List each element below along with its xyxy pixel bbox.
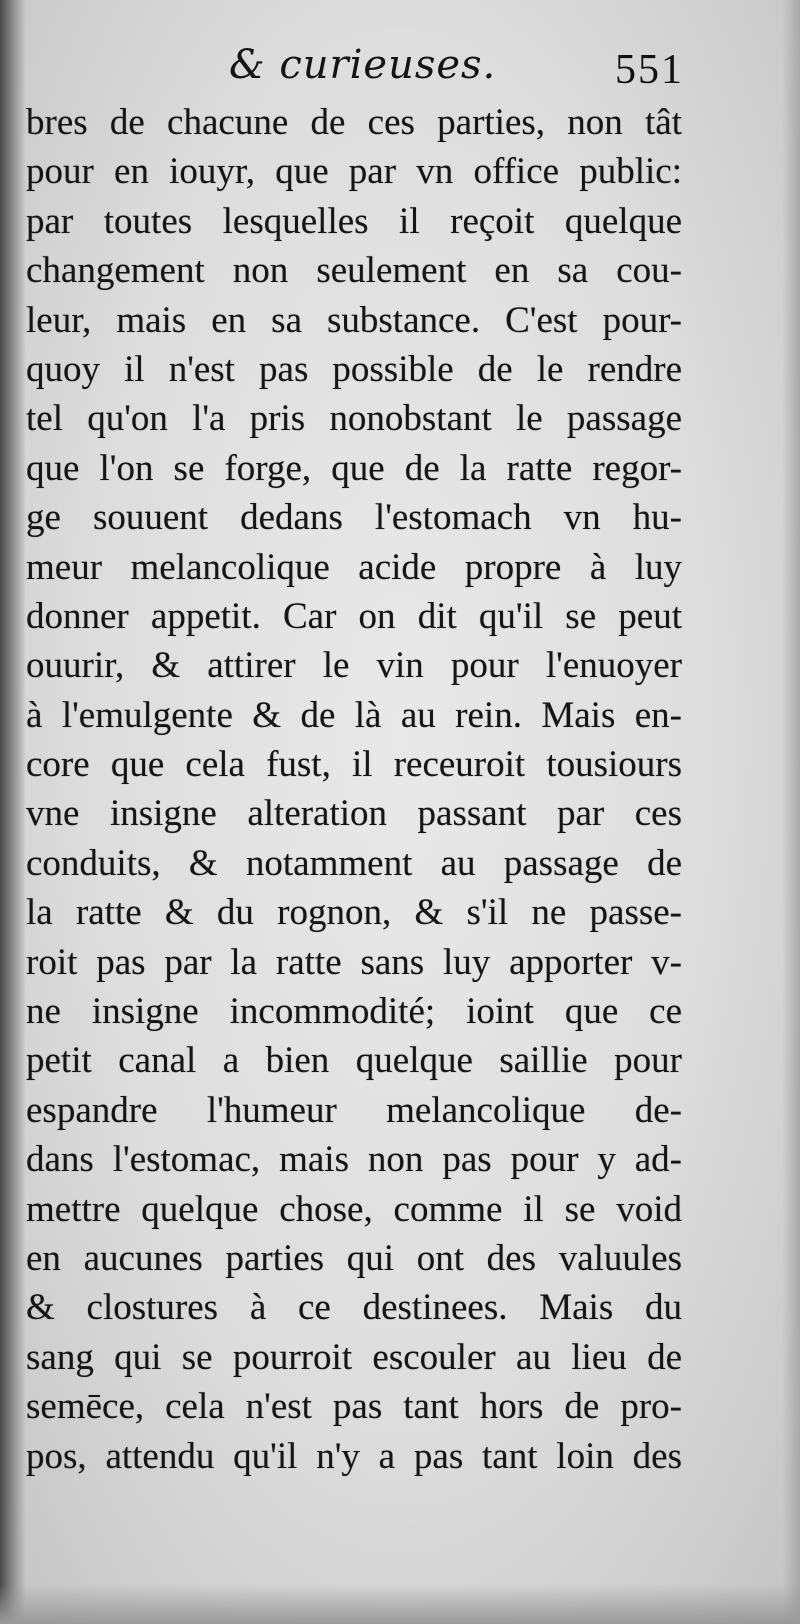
text-line: à l'emulgente & de là au rein. Mais en- bbox=[26, 694, 682, 736]
text-line: petit canal a bien quelque saillie pour bbox=[26, 1040, 682, 1082]
text-line: semēce, cela n'est pas tant hors de pro- bbox=[26, 1386, 682, 1428]
text-line: pour en iouyr, que par vn office public: bbox=[26, 151, 682, 193]
text-line: bres de chacune de ces parties, non tât bbox=[26, 102, 682, 143]
text-line: espandre l'humeur melancolique de- bbox=[26, 1089, 682, 1131]
bottom-edge-shadow bbox=[0, 1584, 800, 1624]
text-line: leur, mais en sa substance. C'est pour- bbox=[26, 299, 682, 341]
text-line: core que cela fust, il receuroit tousiours bbox=[26, 744, 682, 786]
text-line: & clostures à ce destinees. Mais du bbox=[26, 1287, 682, 1329]
running-head: & curieuses. bbox=[229, 42, 497, 88]
text-line: en aucunes parties qui ont des valuules bbox=[26, 1237, 682, 1279]
text-line: sang qui se pourroit escouler au lieu de bbox=[26, 1336, 682, 1378]
text-line: conduits, & notamment au passage de bbox=[26, 842, 682, 884]
text-line: donner appetit. Car on dit qu'il se peut bbox=[26, 595, 682, 637]
text-line: changement non seulement en sa cou- bbox=[26, 250, 682, 292]
text-line: vne insigne alteration passant par ces bbox=[26, 793, 682, 835]
page-edge-shadow bbox=[782, 0, 800, 1624]
text-line: quoy il n'est pas possible de le rendre bbox=[26, 348, 682, 390]
text-line: ouurir, & attirer le vin pour l'enuoyer bbox=[26, 645, 682, 687]
binding-shadow bbox=[0, 0, 26, 1624]
text-line: tel qu'on l'a pris nonobstant le passage bbox=[26, 398, 682, 440]
text-line: meur melancolique acide propre à luy bbox=[26, 546, 682, 588]
text-line: ne insigne incommodité; ioint que ce bbox=[26, 991, 682, 1033]
text-line: mettre quelque chose, comme il se void bbox=[26, 1188, 682, 1230]
text-line: la ratte & du rognon, & s'il ne passe- bbox=[26, 892, 682, 934]
page-number: 551 bbox=[615, 47, 684, 93]
page-header bbox=[24, 42, 684, 102]
text-line: que l'on se forge, que de la ratte regor- bbox=[26, 447, 682, 489]
text-line: dans l'estomac, mais non pas pour y ad- bbox=[26, 1139, 682, 1181]
text-line: pos, attendu qu'il n'y a pas tant loin des bbox=[26, 1435, 682, 1477]
text-line: ge souuent dedans l'estomach vn hu- bbox=[26, 497, 682, 539]
body-text bbox=[26, 98, 682, 1481]
text-line: roit pas par la ratte sans luy apporter v- bbox=[26, 941, 682, 983]
text-line: par toutes lesquelles il reçoit quelque bbox=[26, 200, 682, 242]
